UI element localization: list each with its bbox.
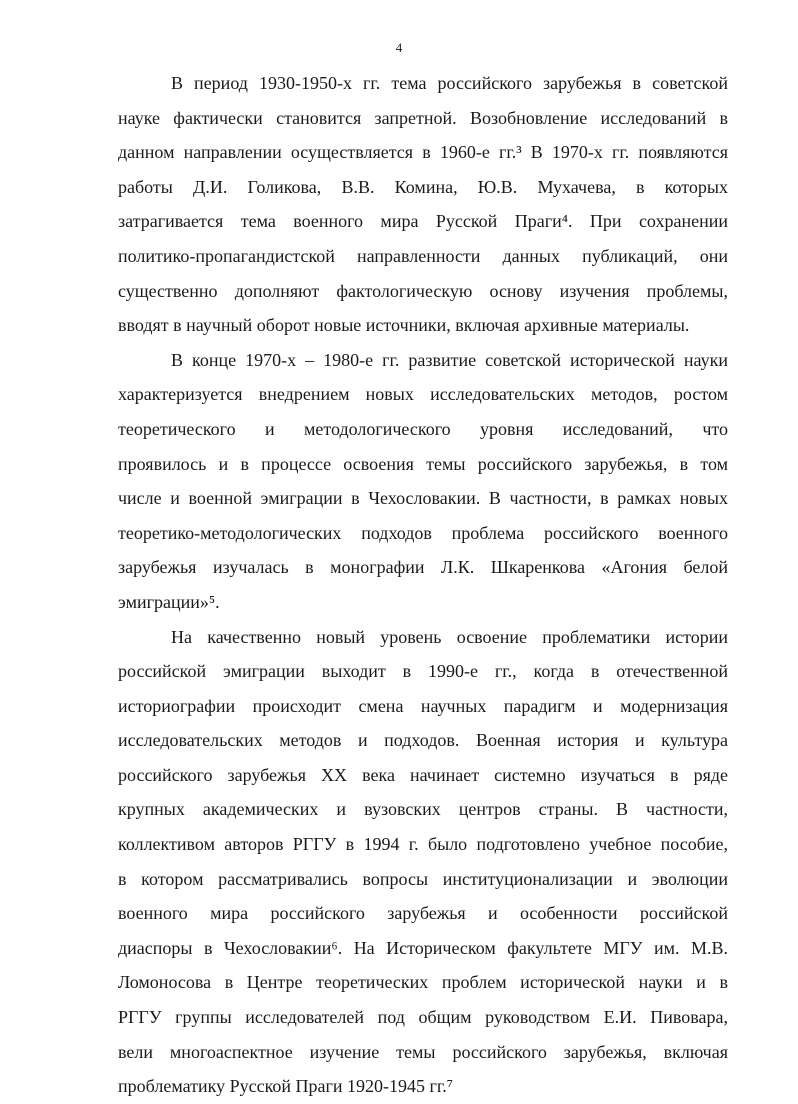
paragraph-1 bbox=[118, 66, 728, 343]
text-line: числе и военной эмиграции в Чехословакии. В частности, в рамках новых bbox=[118, 488, 728, 509]
text-line: проявилось и в процессе освоения темы российского зарубежья, в том bbox=[118, 453, 728, 474]
text-line: РГГУ группы исследователей под общим руководством Е.И. Пивовара, bbox=[118, 1007, 728, 1028]
paragraph-3 bbox=[118, 620, 728, 1104]
text-line: вводят в научный оборот новые источники, включая архивные материалы. bbox=[118, 315, 690, 336]
text-line: На качественно новый уровень освоение проблематики истории bbox=[171, 626, 728, 647]
text-line: коллективом авторов РГГУ в 1994 г. было подготовлено учебное пособие, bbox=[118, 834, 728, 855]
text-line: существенно дополняют фактологическую основу изучения проблемы, bbox=[118, 280, 728, 301]
text-line: работы Д.И. Голикова, В.В. Комина, Ю.В. Мухачева, в которых bbox=[118, 176, 728, 197]
text-line: российской эмиграции выходит в 1990-е гг., когда в отечественной bbox=[118, 661, 728, 682]
page-number: 4 bbox=[395, 40, 403, 55]
text-line: проблематику Русской Праги 1920-1945 гг.⁷ bbox=[118, 1076, 454, 1097]
text-line: В конце 1970-х – 1980-е гг. развитие советской исторической науки bbox=[171, 349, 728, 370]
text-line: данном направлении осуществляется в 1960-е гг.³ В 1970-х гг. появляются bbox=[118, 142, 728, 163]
text-line: теоретико-методологических подходов проблема российского военного bbox=[118, 522, 728, 543]
paragraph-2 bbox=[118, 343, 728, 620]
text-line: теоретического и методологического уровня исследований, что bbox=[118, 418, 728, 439]
text-line: в котором рассматривались вопросы институционализации и эволюции bbox=[118, 868, 728, 889]
text-line: крупных академических и вузовских центров страны. В частности, bbox=[118, 799, 728, 820]
text-line: вели многоаспектное изучение темы российского зарубежья, включая bbox=[118, 1041, 728, 1062]
text-line: военного мира российского зарубежья и особенности российской bbox=[118, 903, 728, 924]
text-line: исследовательских методов и подходов. Военная история и культура bbox=[118, 730, 728, 751]
text-line: диаспоры в Чехословакии⁶. На Историческом факультете МГУ им. М.В. bbox=[118, 937, 728, 958]
text-line: затрагивается тема военного мира Русской Праги⁴. При сохранении bbox=[118, 211, 728, 232]
text-line: российского зарубежья XX века начинает системно изучаться в ряде bbox=[118, 764, 728, 785]
body-text bbox=[118, 66, 728, 1104]
text-line: политико-пропагандистской направленности данных публикаций, они bbox=[118, 245, 728, 266]
text-line: науке фактически становится запретной. Возобновление исследований в bbox=[118, 107, 728, 128]
text-line: эмиграции»⁵. bbox=[118, 591, 220, 612]
text-line: характеризуется внедрением новых исследовательских методов, ростом bbox=[118, 384, 728, 405]
text-line: Ломоносова в Центре теоретических проблем исторической науки и в bbox=[118, 972, 728, 993]
text-line: зарубежья изучалась в монографии Л.К. Шкаренкова «Агония белой bbox=[118, 557, 728, 578]
text-line: историографии происходит смена научных парадигм и модернизация bbox=[118, 695, 728, 716]
text-line: В период 1930-1950-х гг. тема российского зарубежья в советской bbox=[171, 73, 728, 93]
